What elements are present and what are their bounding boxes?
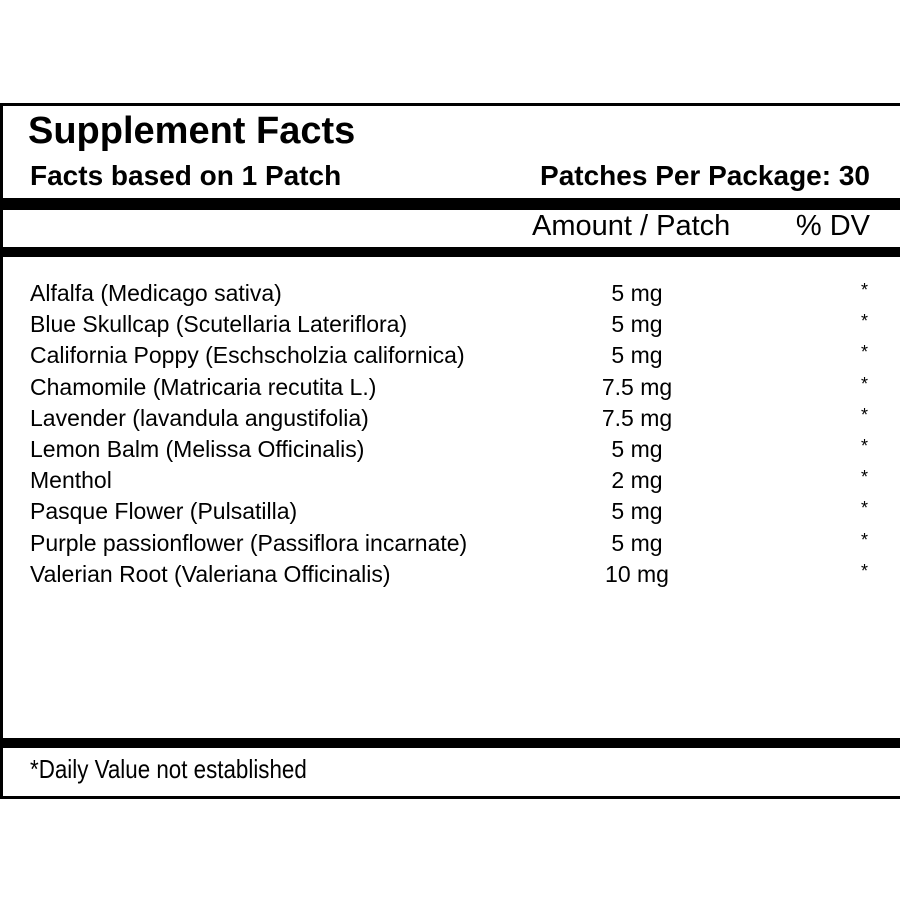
- thick-divider-top: [0, 198, 900, 210]
- ingredient-name: Lavender (lavandula angustifolia): [30, 404, 369, 431]
- ingredient-daily-value: *: [860, 342, 868, 363]
- ingredient-row: [0, 466, 900, 497]
- ingredient-name: Blue Skullcap (Scutellaria Lateriflora): [30, 311, 408, 338]
- ingredient-name: Menthol: [30, 467, 112, 494]
- thick-divider-middle: [0, 247, 900, 257]
- ingredient-amount: 5 mg: [611, 498, 663, 525]
- ingredient-row: [0, 529, 900, 560]
- ingredient-name: California Poppy (Eschscholzia californica): [30, 342, 465, 369]
- ingredient-daily-value: *: [860, 498, 868, 519]
- ingredient-list: [0, 279, 900, 591]
- ingredient-row: [0, 404, 900, 435]
- ingredient-amount: 2 mg: [611, 467, 663, 494]
- amount-column-header: Amount / Patch: [532, 210, 731, 242]
- ingredient-row: [0, 310, 900, 341]
- ingredient-amount: 10 mg: [605, 560, 669, 587]
- ingredient-amount: 5 mg: [611, 280, 663, 306]
- ingredient-row: [0, 279, 900, 310]
- ingredient-daily-value: *: [860, 560, 868, 581]
- thick-divider-bottom: [0, 738, 900, 748]
- ingredient-daily-value: *: [860, 311, 868, 332]
- ingredient-name: Lemon Balm (Melissa Officinalis): [30, 435, 365, 462]
- ingredient-daily-value: *: [860, 435, 868, 456]
- ingredient-row: [0, 341, 900, 372]
- ingredient-daily-value: *: [860, 280, 868, 300]
- daily-value-column-header: % DV: [795, 210, 870, 242]
- ingredient-amount: 5 mg: [611, 529, 663, 556]
- ingredient-name: Alfalfa (Medicago sativa): [30, 280, 282, 306]
- ingredient-daily-value: *: [860, 373, 868, 394]
- ingredient-daily-value: *: [860, 467, 868, 488]
- ingredient-name: Purple passionflower (Passiflora incarnate): [30, 529, 468, 556]
- ingredient-amount: 5 mg: [611, 342, 663, 369]
- ingredient-name: Valerian Root (Valeriana Officinalis): [30, 560, 391, 587]
- ingredient-row: [0, 435, 900, 466]
- ingredient-amount: 5 mg: [611, 435, 663, 462]
- ingredient-amount: 7.5 mg: [601, 404, 673, 431]
- serving-basis: Facts based on 1 Patch: [30, 160, 342, 191]
- ingredient-amount: 5 mg: [611, 311, 663, 338]
- ingredient-daily-value: *: [860, 529, 868, 550]
- ingredient-name: Chamomile (Matricaria recutita L.): [30, 373, 377, 400]
- ingredient-row: [0, 373, 900, 404]
- ingredient-row: [0, 497, 900, 528]
- ingredient-daily-value: *: [860, 404, 868, 425]
- ingredient-row: [0, 560, 900, 591]
- panel-title: Supplement Facts: [28, 110, 356, 152]
- ingredient-name: Pasque Flower (Pulsatilla): [30, 498, 298, 525]
- daily-value-footnote: *Daily Value not established: [30, 754, 307, 784]
- ingredient-amount: 7.5 mg: [601, 373, 673, 400]
- servings-per-package: Patches Per Package: 30: [540, 160, 870, 191]
